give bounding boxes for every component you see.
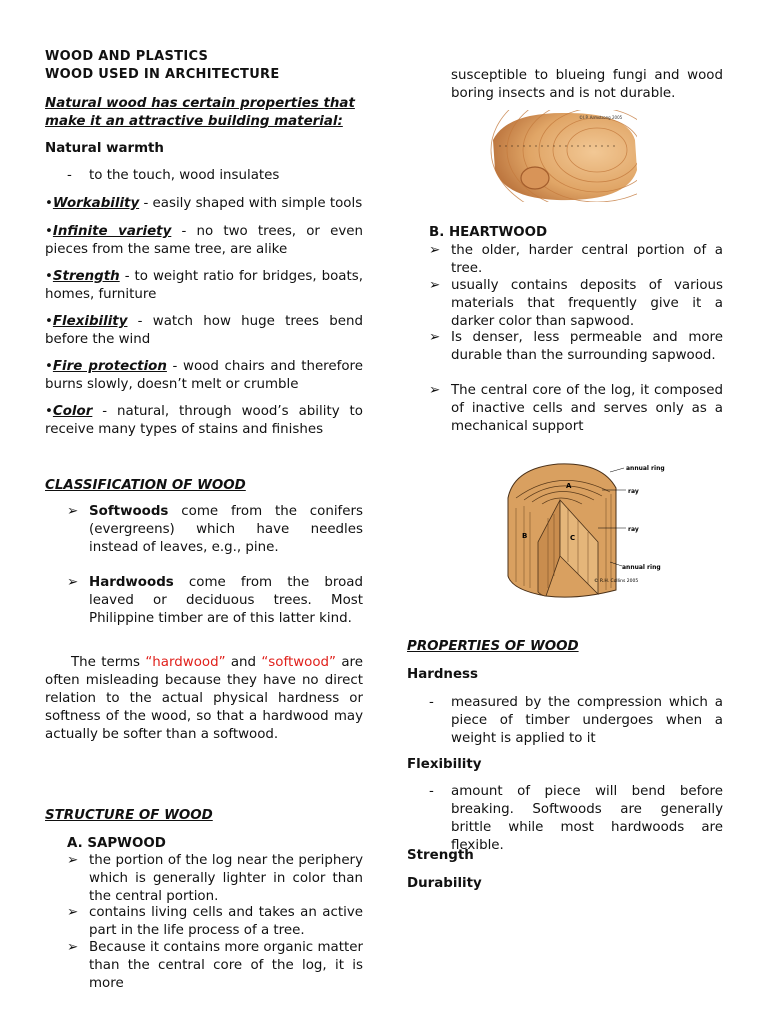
heartwood-item-3 <box>429 329 723 365</box>
sapwood-label: A. SAPWOOD <box>67 836 166 851</box>
photo-credit: ©I.P. Armstrong 2005 <box>579 115 623 120</box>
list-item-text <box>89 574 363 628</box>
list-item-text: the portion of the log near the periphery which is generally lighter in color than the central portion. <box>89 853 363 904</box>
arrow-bullet-icon: ➢ <box>429 383 441 398</box>
label-ray-top: ray <box>628 488 639 495</box>
list-item-text: usually contains deposits of various materials that frequently give it a darker color than sapwood. <box>451 278 723 329</box>
natural-warmth-text: to the touch, wood insulates <box>89 168 280 183</box>
arrow-bullet-icon: ➢ <box>67 504 79 519</box>
list-item-text: contains living cells and takes an active part in the life process of a tree. <box>89 905 363 938</box>
log-structure-diagram <box>498 458 674 602</box>
prop-text: - watch how huge trees bend before the wind <box>45 314 363 347</box>
strength-heading: Strength <box>407 848 474 863</box>
durability-heading: Durability <box>407 876 482 891</box>
prop-text: - to weight ratio for bridges, boats, homes, furniture <box>45 269 363 302</box>
prop-color <box>45 403 363 439</box>
list-item-text: The central core of the log, it composed of inactive cells and serves only as a mechanical support <box>451 383 723 434</box>
label-annual-ring-top: annual ring <box>626 465 665 472</box>
heartwood-item-4 <box>429 382 723 436</box>
heartwood-item-2 <box>429 277 723 331</box>
heartwood-label: B. HEARTWOOD <box>429 225 548 240</box>
prop-term: Color <box>52 404 93 419</box>
term-desc: come from the conifers (evergreens) which have needles instead of leaves, e.g., pine. <box>89 504 363 555</box>
log-diagram-image <box>498 458 674 602</box>
term: Hardwoods <box>89 575 174 590</box>
log-photo-image <box>487 110 637 202</box>
hardness-text: measured by the compression which a piece of timber undergoes when a weight is applied to it <box>451 695 723 746</box>
prop-workability <box>45 195 363 213</box>
para-text: and <box>225 655 262 670</box>
hardwood-term: “hardwood” <box>145 655 226 670</box>
term: Softwoods <box>89 504 169 519</box>
para-text: are often misleading because they have no direct relation to the actual physical hardness or softness of the wood, so that a hardwood may actually be softer than a softwood. <box>45 655 363 742</box>
para-text: The terms <box>71 655 146 670</box>
prop-flexibility <box>45 313 363 349</box>
doc-title: WOOD AND PLASTICS <box>45 49 209 64</box>
heartwood-item-1 <box>429 242 723 278</box>
sapwood-item-2 <box>67 904 363 940</box>
arrow-bullet-icon: ➢ <box>67 940 79 955</box>
prop-text: - no two trees, or even pieces from the same tree, are alike <box>45 224 363 257</box>
list-item-text: Because it contains more organic matter than the central core of the log, it is more <box>89 940 363 991</box>
term-desc: come from the broad leaved or deciduous trees. Most Philippine timber are of this latter kind. <box>89 575 363 626</box>
flexibility-text: amount of piece will bend before breaking. Softwoods are generally brittle while most hardwoods are flexible. <box>451 784 723 853</box>
arrow-bullet-icon: ➢ <box>429 330 441 345</box>
bullet: • <box>45 314 53 329</box>
prop-term: Flexibility <box>52 314 128 329</box>
properties-heading: PROPERTIES OF WOOD <box>407 639 579 654</box>
prop-term: Fire protection <box>52 359 167 374</box>
prop-text: - wood chairs and therefore burns slowly, doesn’t melt or crumble <box>45 359 363 392</box>
list-item-hardwoods <box>67 574 363 628</box>
prop-text: - natural, through wood’s ability to receive many types of stains and finishes <box>45 404 363 437</box>
label-c: C <box>570 534 576 542</box>
prop-fire-protection <box>45 358 363 394</box>
structure-heading: STRUCTURE OF WOOD <box>45 808 213 823</box>
sapwood-continued: susceptible to blueing fungi and wood boring insects and is not durable. <box>451 68 723 101</box>
dash-marker: - <box>67 168 72 183</box>
list-item-text <box>89 503 363 557</box>
intro-text: Natural wood has certain properties that make it an attractive building material: <box>45 96 355 129</box>
doc-subtitle: WOOD USED IN ARCHITECTURE <box>45 67 280 82</box>
list-item-text: the older, harder central portion of a tree. <box>451 243 723 276</box>
label-a: A <box>566 482 572 490</box>
list-item-softwoods <box>67 503 363 557</box>
classification-heading: CLASSIFICATION OF WOOD <box>45 478 246 493</box>
list-item-text: Is denser, less permeable and more durable than the surrounding sapwood. <box>451 330 723 363</box>
arrow-bullet-icon: ➢ <box>67 905 79 920</box>
terms-paragraph <box>45 654 363 744</box>
log-cross-section-photo <box>487 110 637 202</box>
sapwood-item-1 <box>67 852 363 906</box>
bullet: • <box>45 196 53 211</box>
bullet: • <box>45 359 53 374</box>
dash-marker: - <box>429 695 434 710</box>
arrow-bullet-icon: ➢ <box>429 243 441 258</box>
prop-text: - easily shaped with simple tools <box>139 196 363 211</box>
prop-infinite-variety <box>45 223 363 259</box>
flexibility-heading: Flexibility <box>407 757 482 772</box>
sapwood-item-3 <box>67 939 363 991</box>
dash-marker: - <box>429 784 434 799</box>
label-b: B <box>522 532 528 540</box>
hardness-heading: Hardness <box>407 667 478 682</box>
softwood-term: “softwood” <box>261 655 336 670</box>
bullet: • <box>45 224 53 239</box>
prop-term: Workability <box>52 196 140 211</box>
diagram-credit: © R.H. Collins 2005 <box>594 579 639 584</box>
label-annual-ring-bottom: annual ring <box>622 564 661 571</box>
bullet: • <box>45 404 53 419</box>
prop-term: Strength <box>52 269 120 284</box>
prop-term: Infinite variety <box>52 224 172 239</box>
arrow-bullet-icon: ➢ <box>429 278 441 293</box>
prop-strength <box>45 268 363 304</box>
arrow-bullet-icon: ➢ <box>67 575 79 590</box>
label-ray-bottom: ray <box>628 526 639 533</box>
natural-warmth-heading: Natural warmth <box>45 141 164 156</box>
bullet: • <box>45 269 53 284</box>
arrow-bullet-icon: ➢ <box>67 853 79 868</box>
